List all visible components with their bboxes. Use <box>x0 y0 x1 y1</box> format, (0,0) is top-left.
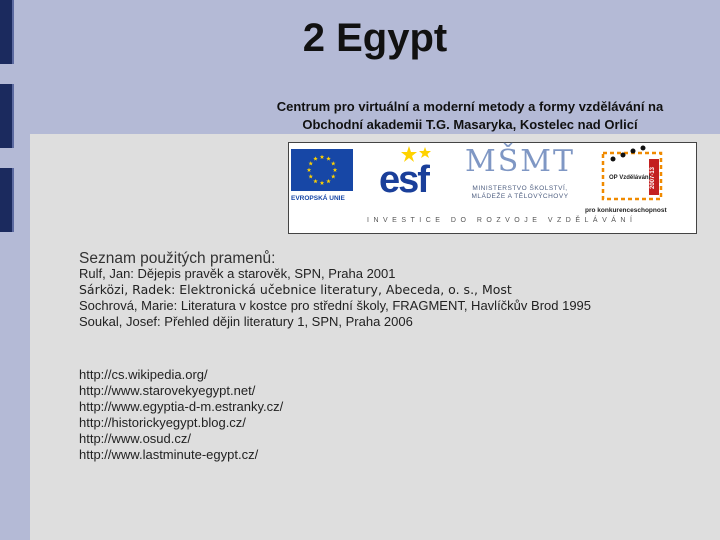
eu-caption: EVROPSKÁ UNIE <box>291 195 345 202</box>
source-item: Rulf, Jan: Dějepis pravěk a starověk, SPN, Praha 2001 <box>79 266 396 281</box>
esf-logo <box>379 145 451 205</box>
msmt-caption-line: MINISTERSTVO ŠKOLSTVÍ, <box>472 185 568 192</box>
eu-star-icon <box>333 168 338 172</box>
eu-star-icon <box>313 179 318 183</box>
source-item: Sárközi, Radek: Elektronická učebnice literatury, Abeceda, o. s., Most <box>79 282 512 297</box>
eu-star-icon <box>331 174 336 178</box>
link-item: http://www.egyptia-d-m.estranky.cz/ <box>79 399 284 414</box>
source-item: Soukal, Josef: Přehled dějin literatury 1, SPN, Praha 2006 <box>79 314 413 329</box>
eu-star-icon <box>313 156 318 160</box>
link-item: http://cs.wikipedia.org/ <box>79 367 208 382</box>
source-item: Sochrová, Marie: Literatura v kostce pro střední školy, FRAGMENT, Havlíčkův Brod 1995 <box>79 298 592 313</box>
investment-caption: INVESTICE DO ROZVOJE VZDĚLÁVÁNÍ <box>367 217 637 224</box>
subtitle-line: Centrum pro virtuální a moderní metody a formy vzdělávání na <box>276 99 664 114</box>
slide-title: 2 Egypt <box>302 16 448 60</box>
eu-star-icon <box>320 155 325 159</box>
link-item: http://www.osud.cz/ <box>79 431 191 446</box>
link-item: http://historickyegypt.blog.cz/ <box>79 415 246 430</box>
msmt-logo <box>465 145 575 207</box>
eu-star-icon <box>308 174 313 178</box>
funding-logos-banner <box>288 142 697 234</box>
link-item: http://www.starovekyegypt.net/ <box>79 383 256 398</box>
msmt-caption <box>465 185 575 201</box>
eu-star-icon <box>326 179 331 183</box>
eu-star-icon <box>326 156 331 160</box>
sources-heading: Seznam použitých pramenů: <box>79 250 276 267</box>
op-side-label: 2007-13 <box>650 166 656 189</box>
op-caption-line: OP Vzdělávání <box>609 175 651 181</box>
eu-logo <box>291 149 353 205</box>
edge-decoration-bar <box>0 168 14 232</box>
msmt-caption-line: MLÁDEŽE A TĚLOVÝCHOVY <box>471 193 569 200</box>
eu-star-icon <box>320 181 325 185</box>
link-list <box>79 367 283 463</box>
op-caption <box>609 175 653 182</box>
esf-wordmark: esf <box>379 159 428 201</box>
eu-flag-icon <box>291 149 353 191</box>
edge-decoration-bar <box>0 84 14 148</box>
msmt-mark: MŠMT <box>465 144 575 179</box>
eu-star-icon <box>331 161 336 165</box>
subtitle-line: Obchodní akademii T.G. Masaryka, Kostelec nad Orlicí <box>302 117 638 132</box>
slide-subtitle <box>240 98 700 134</box>
op-vzdelavani-logo <box>585 145 693 217</box>
eu-star-icon <box>308 161 313 165</box>
eu-star-icon <box>307 168 312 172</box>
source-list <box>79 266 591 330</box>
op-bottom-caption: pro konkurenceschopnost <box>585 207 667 214</box>
link-item: http://www.lastminute-egypt.cz/ <box>79 447 259 462</box>
